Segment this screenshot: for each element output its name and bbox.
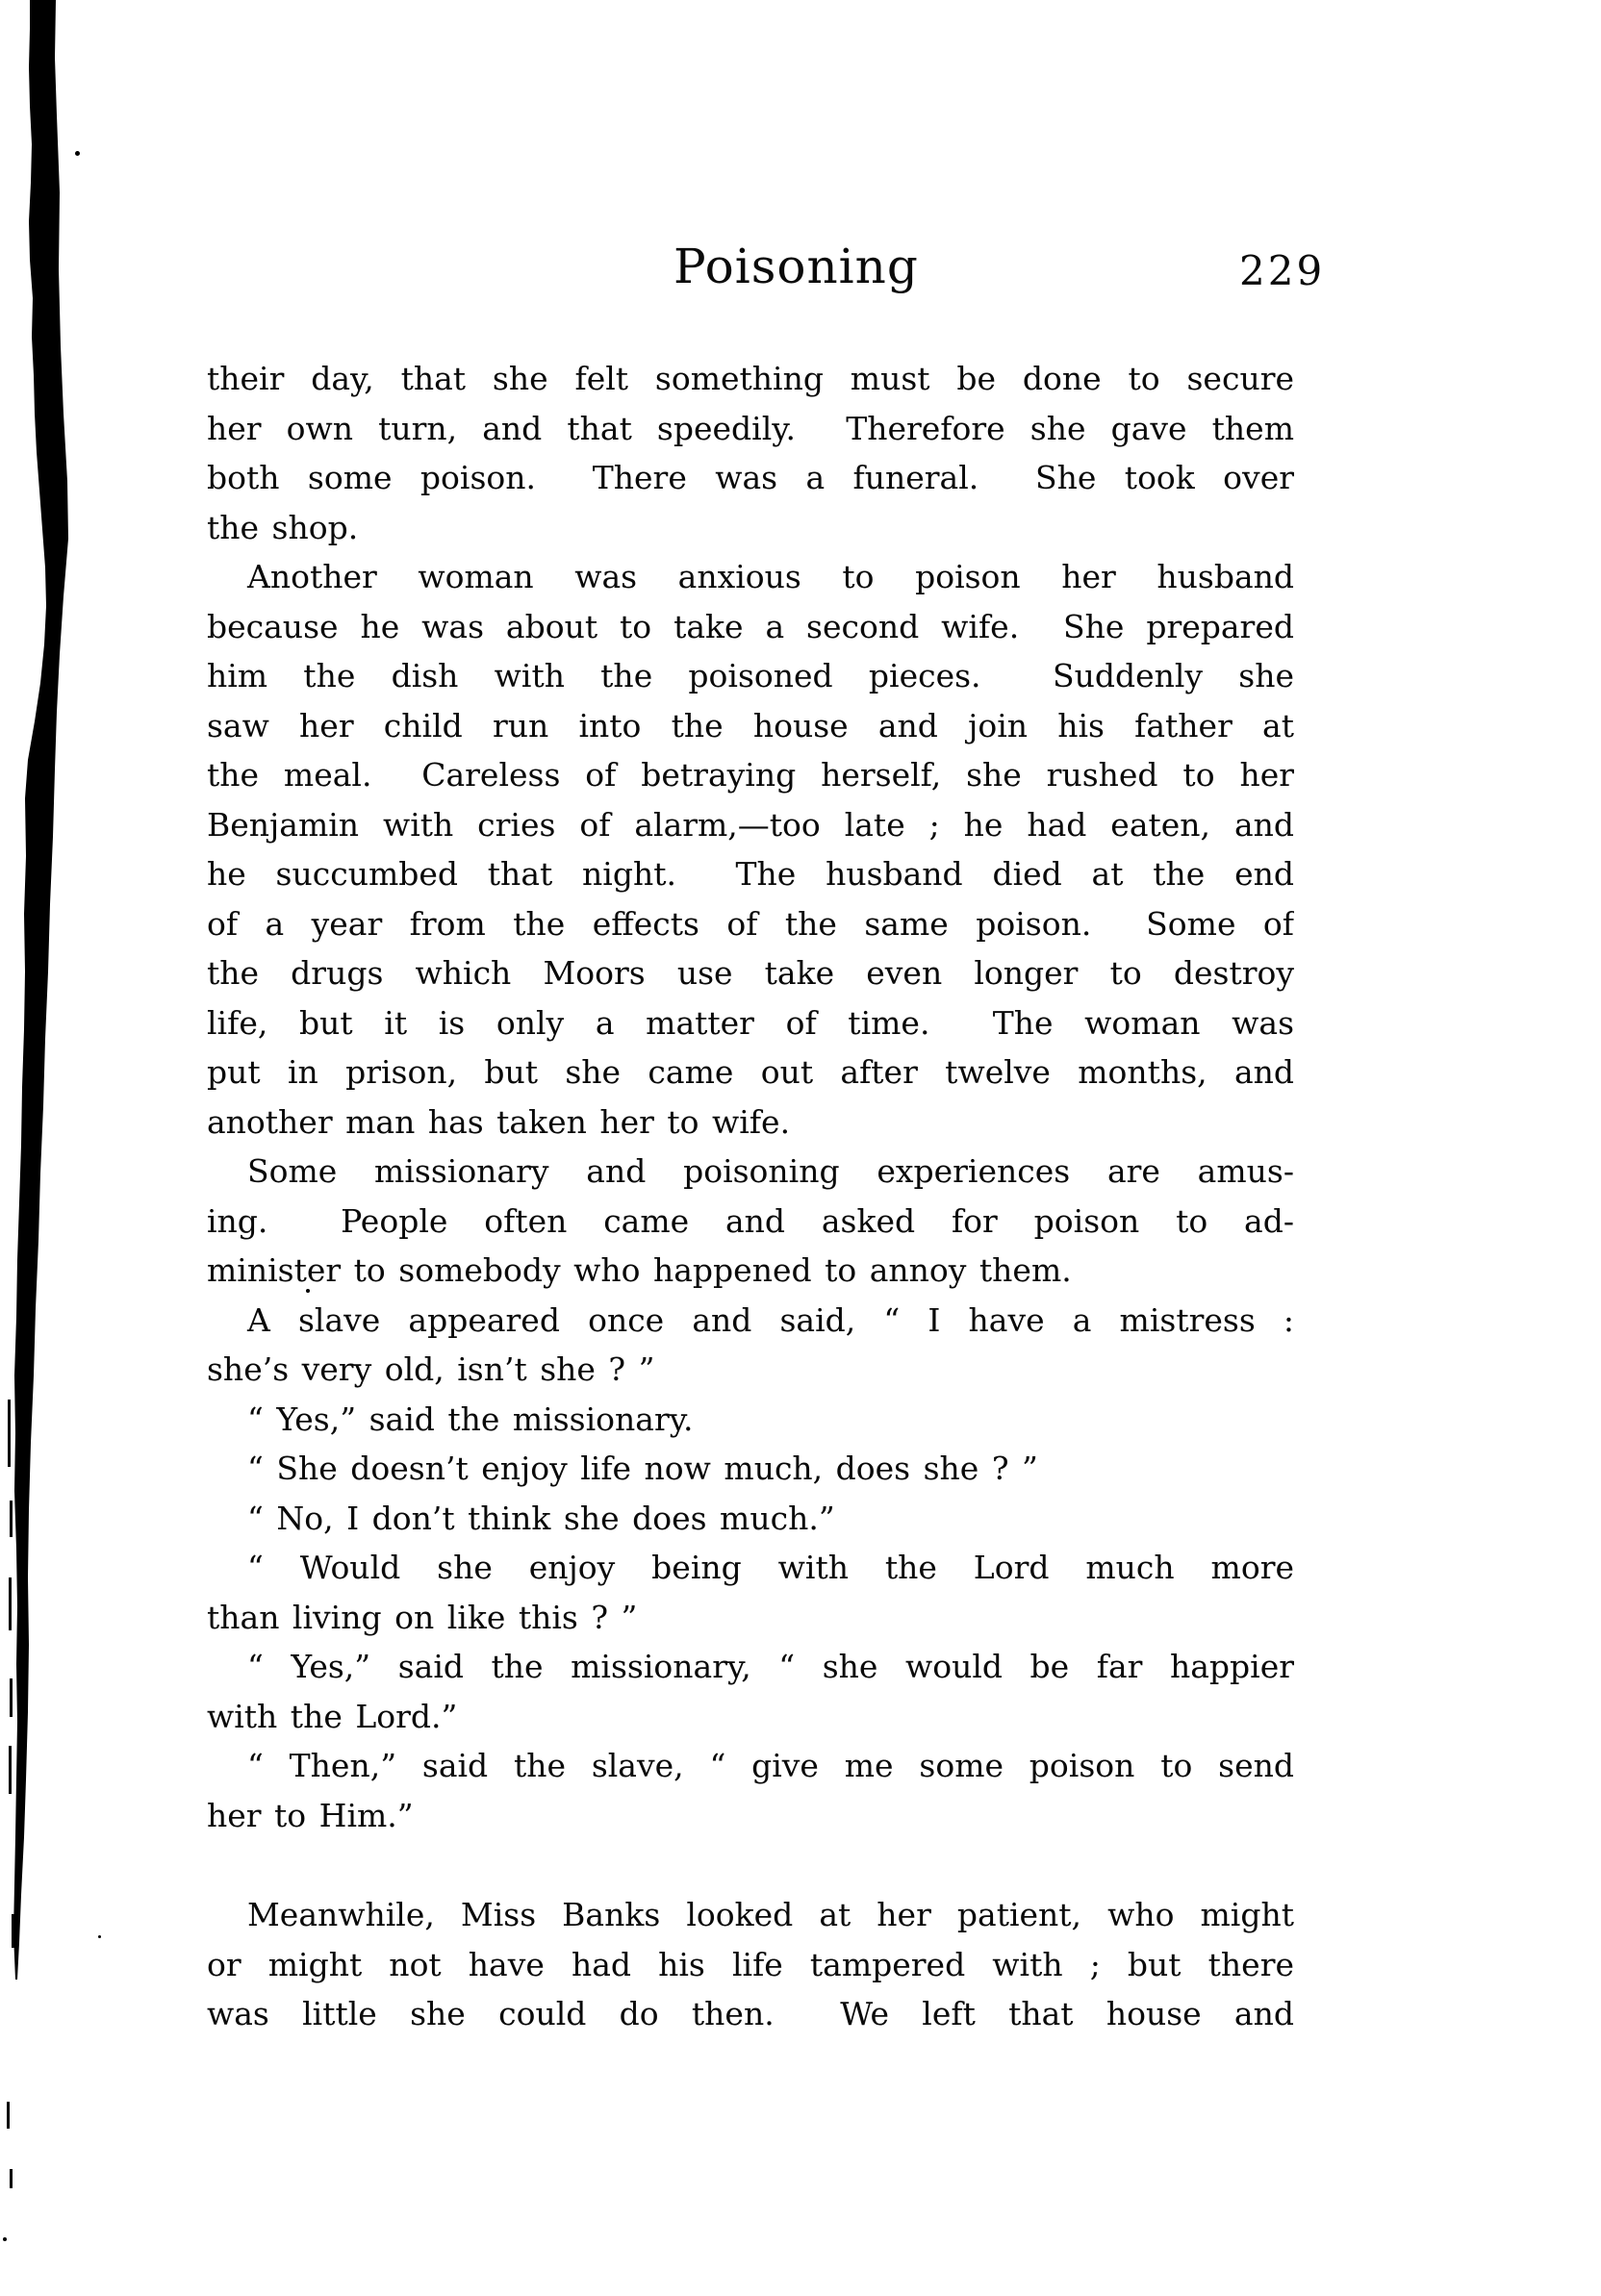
text-line: life, but it is only a matter of time. The woman was: [207, 1003, 1294, 1042]
text-line: her to Him.”: [207, 1796, 414, 1834]
body-text-block: [207, 354, 1294, 2039]
scan-edge-mark: [7, 2102, 10, 2129]
text-line: she’s very old, isn’t she ? ”: [207, 1350, 655, 1388]
running-head-title: Poisoning: [673, 239, 919, 294]
text-line: was little she could do then. We left that house and: [207, 1995, 1294, 2032]
text-line: the meal. Careless of betraying herself, she rushed to her: [207, 756, 1294, 794]
scan-edge-mark: [10, 1678, 13, 1717]
text-line: “ Then,” said the slave, “ give me some poison to send: [247, 1747, 1294, 1784]
scan-speck: [98, 1935, 101, 1938]
scan-edge-mark: [8, 1400, 11, 1467]
text-line: “ Would she enjoy being with the Lord much more: [247, 1549, 1294, 1586]
text-line: “ Yes,” said the missionary, “ she would be far happier: [247, 1648, 1294, 1685]
scan-edge-mark: [9, 1746, 12, 1794]
text-line: her own turn, and that speedily. Therefore she gave them: [207, 409, 1294, 447]
text-line: than living on like this ? ”: [207, 1598, 638, 1636]
scan-edge-mark: [10, 1501, 13, 1537]
text-line: their day, that she felt something must be done to secure: [207, 360, 1294, 397]
scan-speck: [3, 2237, 7, 2241]
text-line: A slave appeared once and said, “ I have a mistress :: [247, 1300, 1294, 1339]
text-line: Some missionary and poisoning experiences are amus-: [247, 1152, 1294, 1190]
text-line: him the dish with the poisoned pieces. Suddenly she: [207, 657, 1294, 694]
text-line: both some poison. There was a funeral. She took over: [207, 459, 1294, 496]
scan-edge-mark: [9, 1577, 12, 1630]
text-line: put in prison, but she came out after twelve months, and: [207, 1053, 1294, 1091]
text-line: Meanwhile, Miss Banks looked at her patient, who might: [247, 1896, 1294, 1933]
text-line: the drugs which Moors use take even longer to destroy: [207, 954, 1294, 992]
text-line: “ No, I don’t think she does much.”: [247, 1499, 835, 1537]
text-line: “ Yes,” said the missionary.: [247, 1400, 694, 1438]
scan-edge-mark: [12, 1914, 14, 1948]
text-line: the shop.: [207, 508, 359, 546]
page-number: 229: [1239, 247, 1326, 294]
text-line: Another woman was anxious to poison her husband: [247, 558, 1294, 595]
scan-speck: [75, 151, 80, 156]
text-line: of a year from the effects of the same poison. Some of: [207, 904, 1294, 943]
text-line: ing. People often came and asked for poison to ad-: [207, 1201, 1294, 1240]
text-line: “ She doesn’t enjoy life now much, does she ? ”: [247, 1450, 1038, 1487]
text-line: another man has taken her to wife.: [207, 1102, 791, 1141]
text-line: or might not have had his life tampered with ; but there: [207, 1945, 1294, 1983]
text-line: Benjamin with cries of alarm,—too late ; he had eaten, and: [207, 805, 1294, 844]
text-line: because he was about to take a second wife. She prepared: [207, 607, 1294, 645]
text-line: with the Lord.”: [207, 1697, 458, 1735]
scan-edge-mark: [10, 2169, 13, 2188]
text-line: minister to somebody who happened to annoy them.: [207, 1251, 1072, 1289]
text-line: he succumbed that night. The husband died at the end: [207, 855, 1294, 893]
text-line: saw her child run into the house and join his father at: [207, 706, 1294, 744]
